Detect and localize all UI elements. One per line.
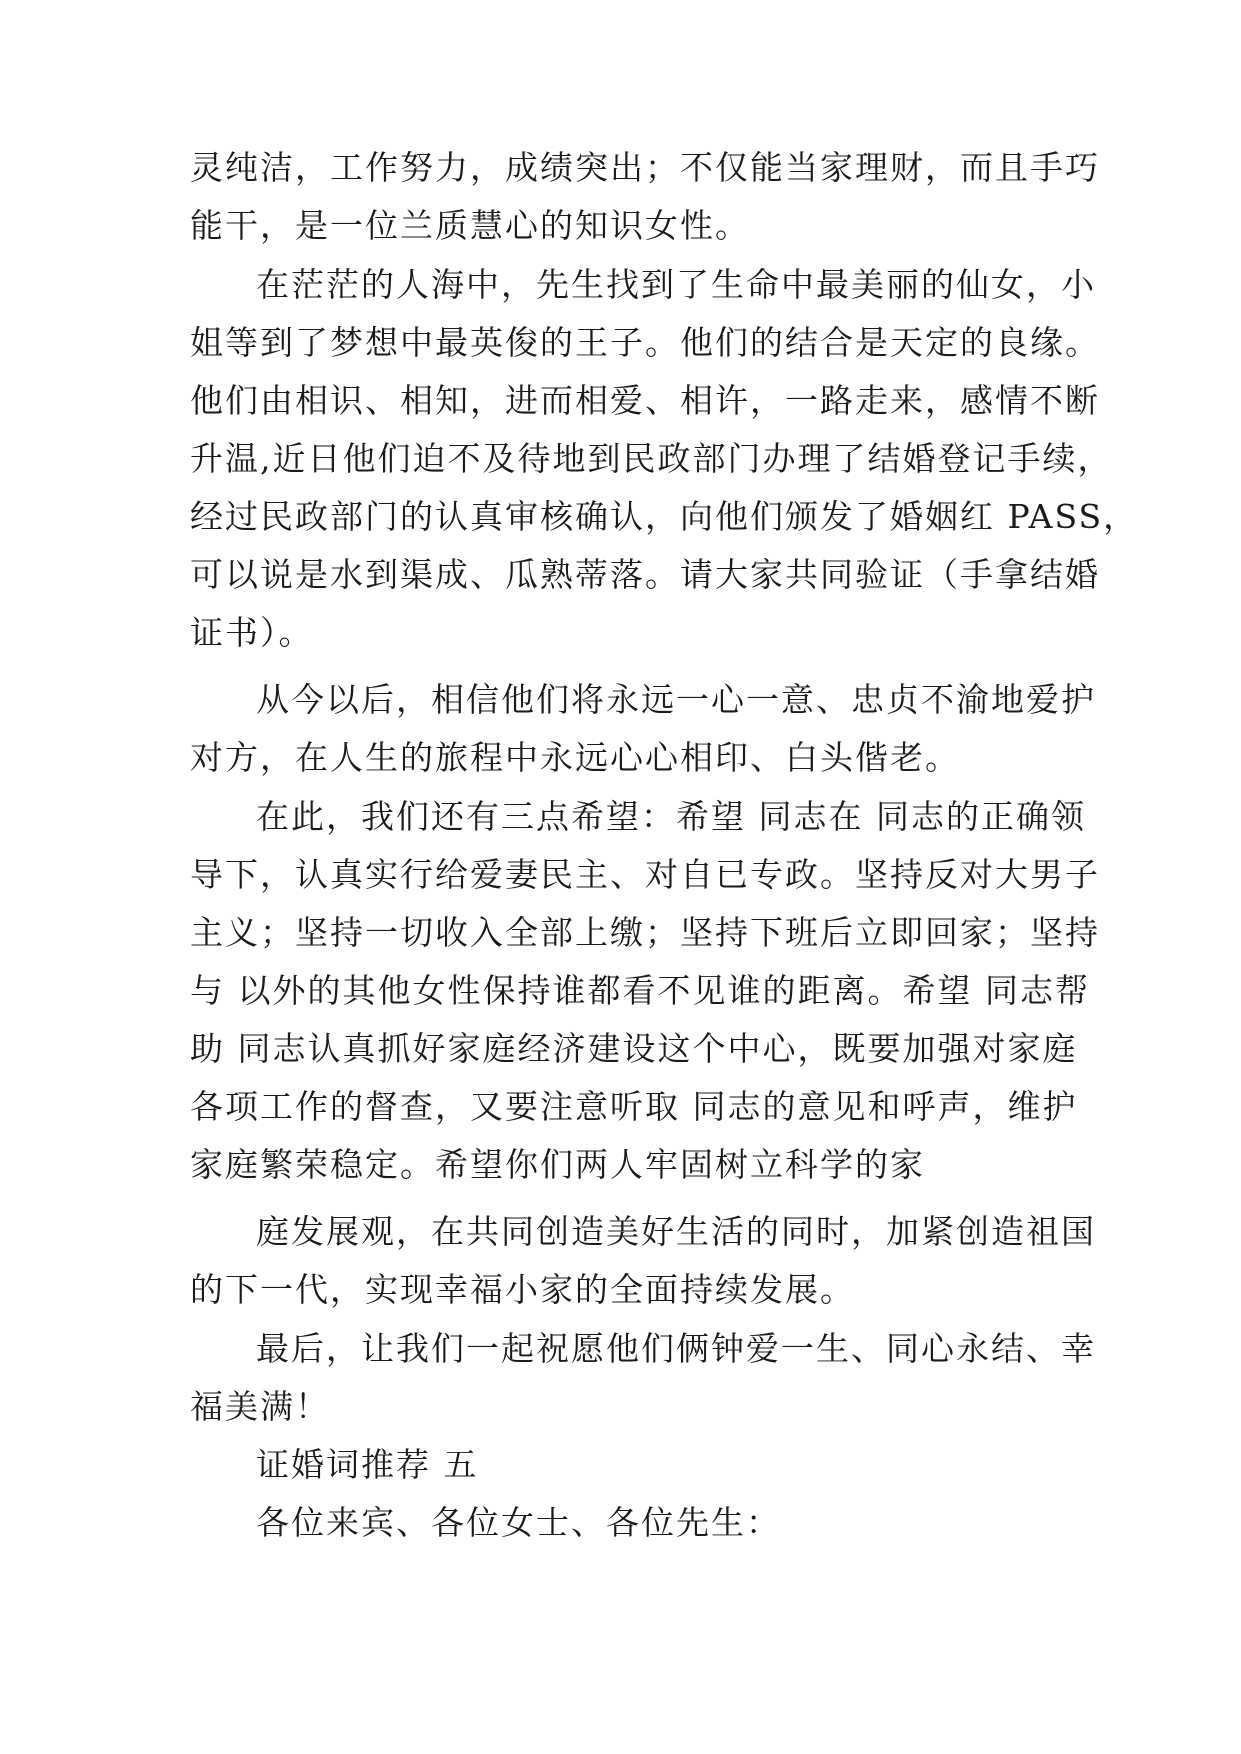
text-line: 福美满！	[190, 1387, 330, 1426]
text-line: 他们由相识、相知，进而相爱、相许，一路走来，感情不断	[190, 381, 1100, 420]
text-line: 能干，是一位兰质慧心的知识女性。	[190, 206, 750, 245]
text-line: 各项工作的督查，又要注意听取 同志的意见和呼声，维护	[190, 1087, 1078, 1126]
section-heading: 证婚词推荐 五	[256, 1445, 479, 1484]
text-line: 对方，在人生的旅程中永远心心相印、白头偕老。	[190, 738, 960, 777]
text-line: 的下一代，实现幸福小家的全面持续发展。	[190, 1270, 855, 1309]
text-line: 与 以外的其他女性保持谁都看不见谁的距离。希望 同志帮	[190, 971, 1090, 1010]
text-line: 导下，认真实行给爱妻民主、对自已专政。坚持反对大男子	[190, 855, 1100, 894]
paragraph-start: 从今以后，相信他们将永远一心一意、忠贞不渝地爱护	[256, 680, 1096, 719]
text-line: 经过民政部门的认真审核确认，向他们颁发了婚姻红 PASS，	[190, 497, 1139, 536]
text-line: 灵纯洁，工作努力，成绩突出；不仅能当家理财，而且手巧	[190, 148, 1100, 187]
paragraph-start: 在茫茫的人海中，先生找到了生命中最美丽的仙女，小	[256, 265, 1096, 304]
text-line: 姐等到了梦想中最英俊的王子。他们的结合是天定的良缘。	[190, 323, 1100, 362]
text-line: 升温,近日他们迫不及待地到民政部门办理了结婚登记手续，	[190, 439, 1113, 478]
paragraph-start: 庭发展观，在共同创造美好生活的同时，加紧创造祖国	[256, 1212, 1096, 1251]
text-line: 证书）。	[190, 613, 314, 652]
text-line: 家庭繁荣稳定。希望你们两人牢固树立科学的家	[190, 1145, 925, 1184]
paragraph-start: 在此，我们还有三点希望：希望 同志在 同志的正确领	[256, 797, 1086, 836]
salutation: 各位来宾、各位女士、各位先生：	[256, 1503, 781, 1542]
paragraph-start: 最后，让我们一起祝愿他们俩钟爱一生、同心永结、幸	[256, 1329, 1096, 1368]
text-line: 助 同志认真抓好家庭经济建设这个中心，既要加强对家庭	[190, 1029, 1078, 1068]
text-line: 主义；坚持一切收入全部上缴；坚持下班后立即回家；坚持	[190, 913, 1100, 952]
text-line: 可以说是水到渠成、瓜熟蒂落。请大家共同验证（手拿结婚	[190, 555, 1100, 594]
